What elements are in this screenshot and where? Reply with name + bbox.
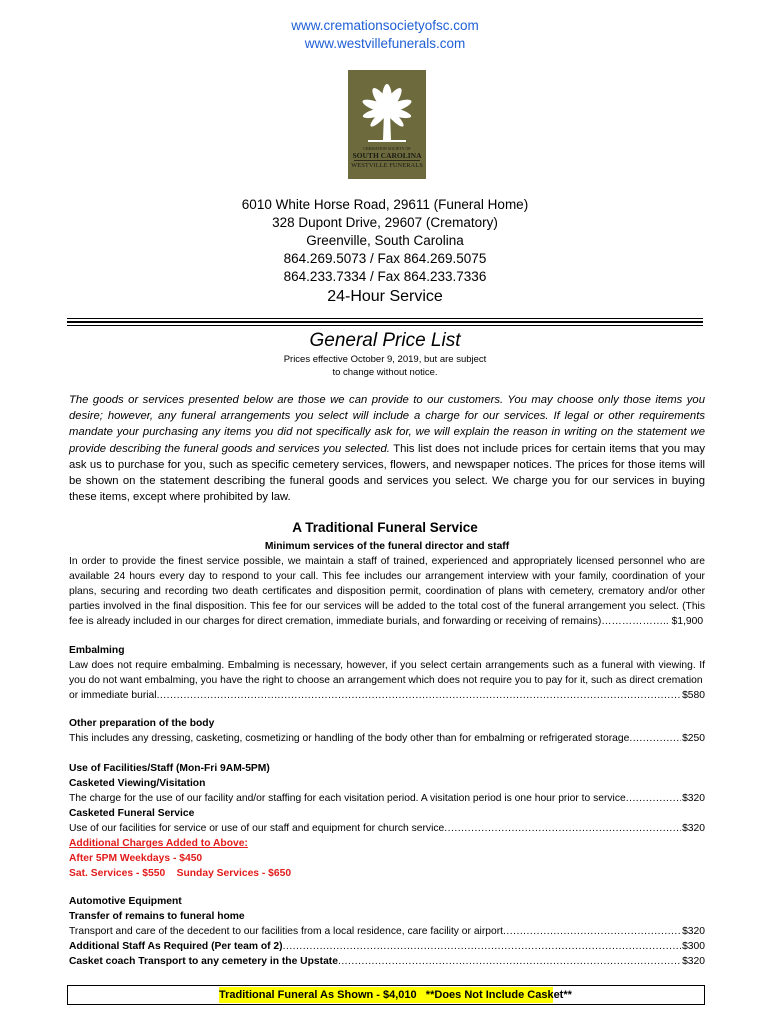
price-list-title: General Price List	[309, 330, 461, 351]
minimum-services-heading: Minimum services of the funeral director and staff	[264, 541, 510, 552]
additional-charges-heading: Additional Charges Added to Above:	[69, 838, 248, 849]
address-block	[0, 196, 770, 308]
palmetto-tree-icon	[348, 70, 426, 179]
minimum-services-block	[69, 539, 705, 629]
embalming-price: $580	[682, 690, 705, 701]
automotive-block	[69, 894, 705, 969]
additional-staff-price: $300	[682, 941, 705, 952]
dot-leader	[503, 924, 681, 939]
minimum-services-text: In order to provide the finest service possible, we maintain a staff of trained, experienced and appropriately licensed personnel who are available 24 hours every day to respond to your call. This fee includes our arrangement interview with your family, coordination of your plans, securing and recording two death certificates and disposition permit, coordination of plans with cemetery, crematory and/or other parties involved in the final disposition. This fee for our services will be added to the total cost of the funeral arrangement you select. (This fee is already included in our charges for direct cremation, immediate burials, and forwarding or receiving of remains)……………….. $1,900	[69, 556, 705, 627]
section-title: A Traditional Funeral Service	[292, 520, 478, 535]
divider-thick	[67, 321, 703, 323]
westville-funerals-link[interactable]: www.westvillefunerals.com	[304, 36, 466, 51]
phone-line-1: 864.269.5073 / Fax 864.269.5075	[283, 251, 487, 266]
address-line-2: 328 Dupont Drive, 29607 (Crematory)	[272, 215, 498, 230]
intro-plain-text: This list does not include prices for certain items that you may ask us to purchase for you, such as specific cemetery services, flowers, and newspaper notices. The prices for those items will be shown on the statement describing the funeral goods and services you select. We charge you for our services in buying these items, except where prohibited by law.	[69, 442, 705, 504]
additional-charge-weekdays: After 5PM Weekdays - $450	[69, 853, 203, 864]
other-preparation-text: This includes any dressing, casketing, cosmetizing or handling of the body other than for embalming or refrigerated storage	[69, 733, 630, 744]
dot-leader	[444, 821, 681, 836]
facilities-block	[69, 761, 705, 881]
phone-line-2: 864.233.7334 / Fax 864.233.7336	[283, 269, 487, 284]
dot-leader	[629, 731, 681, 746]
divider-thin-bottom	[67, 325, 703, 326]
cremation-society-link[interactable]: www.cremationsocietyofsc.com	[291, 18, 479, 33]
header-links	[0, 17, 770, 53]
embalming-text: Law does not require embalming. Embalming is necessary, however, if you select certain arrangements such as a funeral with viewing. If you do not want embalming, you have the right to choose an arrangement which does not require you to pay for it, such as direct cremation	[69, 660, 705, 686]
automotive-heading: Automotive Equipment	[69, 896, 182, 907]
casket-coach-text: Casket coach Transport to any cemetery in the Upstate	[69, 956, 338, 967]
total-box	[67, 985, 705, 1005]
dot-leader	[338, 954, 681, 969]
total-highlight: Traditional Funeral As Shown - $4,010 **Does Not Include Casket**	[219, 989, 572, 1001]
additional-staff-text: Additional Staff As Required (Per team of 2)	[69, 941, 283, 952]
dot-leader	[283, 939, 681, 954]
embalming-heading: Embalming	[69, 645, 125, 656]
dot-leader	[157, 688, 682, 703]
funeral-service-text: Use of our facilities for service or use of our staff and equipment for church service	[69, 823, 445, 834]
viewing-row	[69, 791, 705, 806]
logo-line-1: CREMATION SOCIETY OF	[363, 146, 411, 151]
funeral-service-price: $320	[682, 823, 705, 834]
additional-charge-weekends: Sat. Services - $550 Sunday Services - $650	[69, 868, 292, 879]
divider-thin-top	[67, 318, 703, 319]
additional-staff-row	[69, 939, 705, 954]
dot-leader	[626, 791, 681, 806]
price-list-note-line-1: Prices effective October 9, 2019, but are subject	[283, 354, 487, 365]
other-preparation-row	[69, 731, 705, 746]
intro-italic-text: The goods or services presented below are those we can provide to our customers. You may choose only those items you desire; however, any funeral arrangements you select will include a charge for our services. If legal or other requirements mandate your purchasing any items you did not specifically ask for, we will explain the reason in writing on the statement we provide describing the funeral goods and services you selected.	[69, 394, 705, 455]
logo-line-3: WESTVILLE FUNERALS	[351, 162, 423, 169]
viewing-text: The charge for the use of our facility and/or staffing for each visitation period. A visitation period is one hour prior to service	[69, 793, 626, 804]
embalming-price-row	[69, 688, 705, 703]
transfer-price: $320	[682, 926, 705, 937]
viewing-heading: Casketed Viewing/Visitation	[69, 778, 206, 789]
viewing-price: $320	[682, 793, 705, 804]
funeral-service-heading: Casketed Funeral Service	[69, 808, 195, 819]
other-preparation-block	[69, 716, 705, 746]
address-line-1: 6010 White Horse Road, 29611 (Funeral Home)	[241, 197, 529, 212]
logo-line-2: SOUTH CAROLINA	[352, 151, 422, 160]
funeral-service-row	[69, 821, 705, 836]
transfer-text: Transport and care of the decedent to our facilities from a local residence, care facility or airport	[69, 926, 504, 937]
price-list-note-line-2: to change without notice.	[332, 367, 438, 378]
casket-coach-row	[69, 954, 705, 969]
address-line-3: Greenville, South Carolina	[306, 233, 464, 248]
intro-paragraph	[69, 392, 705, 505]
other-preparation-price: $250	[682, 733, 705, 744]
embalming-last-line: or immediate burial	[69, 690, 157, 701]
facilities-heading: Use of Facilities/Staff (Mon-Fri 9AM-5PM)	[69, 763, 270, 774]
service-line: 24-Hour Service	[327, 288, 443, 305]
casket-coach-price: $320	[682, 956, 705, 967]
transfer-row	[69, 924, 705, 939]
transfer-heading: Transfer of remains to funeral home	[69, 911, 245, 922]
company-logo	[348, 70, 426, 179]
price-list-note	[0, 353, 770, 379]
embalming-block	[69, 643, 705, 703]
other-preparation-heading: Other preparation of the body	[69, 718, 215, 729]
